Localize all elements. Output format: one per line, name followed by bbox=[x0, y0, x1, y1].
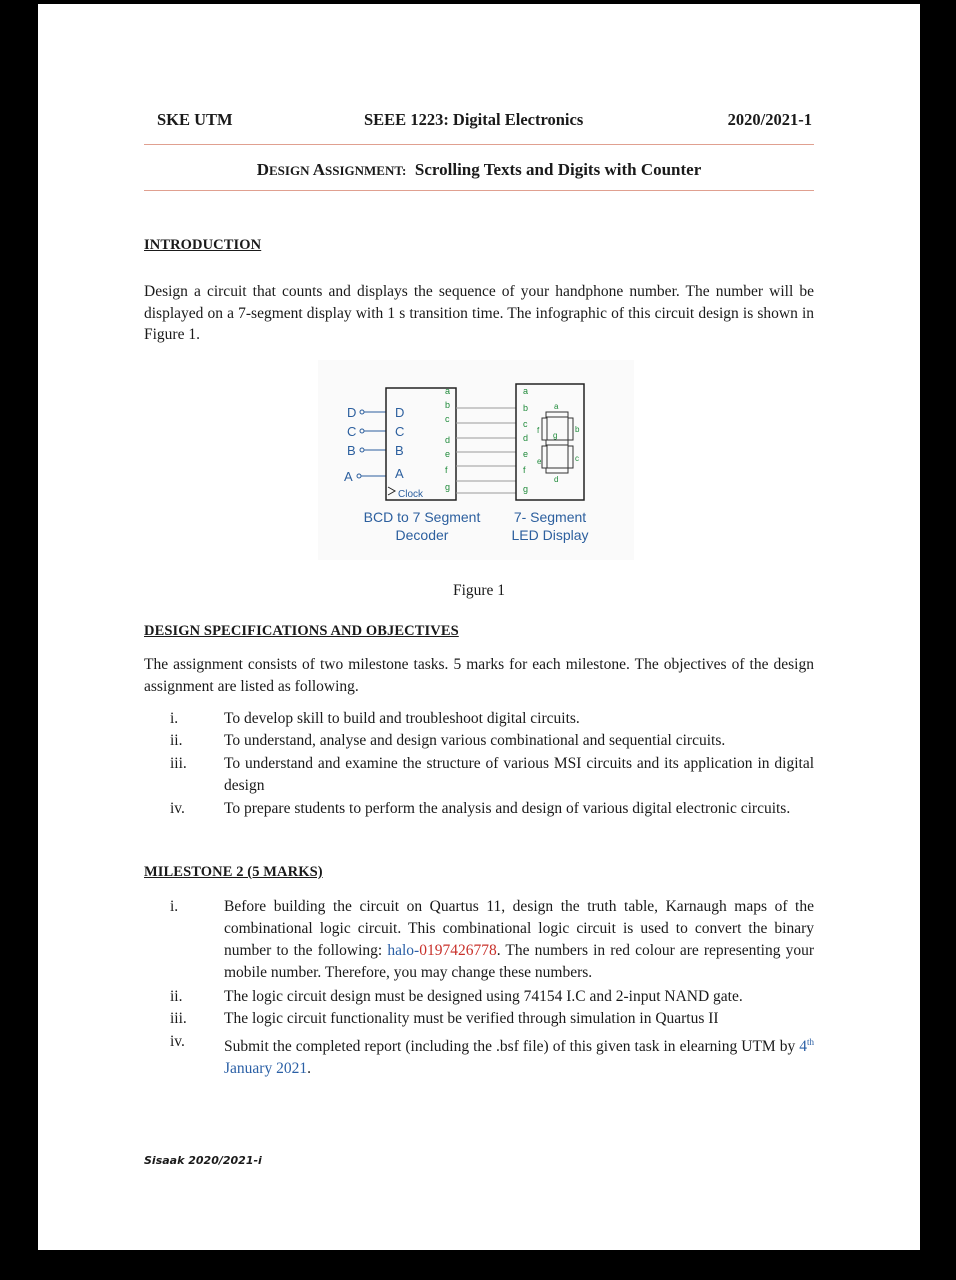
input-a: A bbox=[344, 469, 353, 484]
assignment-title: DESIGN ASSIGNMENT: Scrolling Texts and Digits with Counter bbox=[256, 160, 702, 179]
introduction-heading: INTRODUCTION bbox=[144, 237, 262, 253]
segment-e-label: e bbox=[537, 457, 542, 466]
decoder-out-d: d bbox=[445, 435, 451, 445]
display-in-a: a bbox=[523, 386, 529, 396]
header-rule bbox=[144, 144, 814, 145]
document-page: SKE UTM SEEE 1223: Digital Electronics 2020/2021-1 DESIGN ASSIGNMENT: Scrolling Texts and Digits with Counter INTRODUCTION Design a circuit that counts and displays the sequence of your handphone number. The number will be displayed on a 7-segment display with 1 s transition time. The infographic of this circuit design is shown in Figure 1. D C B A D C B A Clock a b c d e f g a b c d e f g a b c d e f g BCD to 7 Segment Decoder 7- Segment LED Display Figure 1 DESIGN SPECIFICATIONS AND OBJECTIVES The assignment consists of two milestone tasks. 5 marks for each milestone. The objectives of the design assignment are listed as following. i. To develop skill to build and troubleshoot digital circuits. ii. To understand, analyse and design various combinational and sequential circuits. iii. To understand and examine the structure of various MSI circuits and its application in digital design iv. To prepare students to perform the analysis and design of various digital electronic circuits. MILESTONE 2 (5 MARKS) i. Before building the circuit on Quartus 11, design the truth table, Karnaugh maps of the combinational logic circuit. This combinational logic circuit is used to convert the binary number to the following: halo-0197426778. The numbers in red colour are representing your mobile number. Therefore, you may change these numbers. ii. The logic circuit design must be designed using 74154 I.C and 2-input NAND gate. iii. The logic circuit functionality must be verified through simulation in Quartus II iv. Submit the completed report (including the .bsf file) of this given task in elearning UTM by 4th January 2021. Sisaak 2020/2021-i bbox=[38, 4, 920, 1250]
decoder-out-a: a bbox=[445, 386, 451, 396]
input-b: B bbox=[347, 443, 356, 458]
header-session: 2020/2021-1 bbox=[727, 110, 812, 129]
clock-label: Clock bbox=[398, 489, 424, 500]
header-institution: SKE UTM bbox=[157, 110, 233, 129]
introduction-body: Design a circuit that counts and displays the sequence of your handphone number. The number will be displayed on a 7-segment display with 1 s transition time. The infographic of this circuit design is shown in Figure 1. bbox=[144, 283, 814, 343]
decoder-out-c: c bbox=[445, 414, 450, 424]
segment-d-label: d bbox=[554, 475, 559, 484]
segment-c-label: c bbox=[575, 454, 579, 463]
decoder-out-b: b bbox=[445, 400, 451, 410]
milestone-heading: MILESTONE 2 (5 MARKS) bbox=[144, 864, 323, 880]
input-c: C bbox=[347, 424, 357, 439]
display-in-e: e bbox=[523, 449, 529, 459]
display-in-b: b bbox=[523, 403, 529, 413]
decoder-pin-c: C bbox=[395, 424, 405, 439]
display-in-f: f bbox=[523, 465, 526, 475]
decoder-pin-b: B bbox=[395, 443, 404, 458]
display-label-line2: LED Display bbox=[511, 527, 589, 543]
decoder-pin-d: D bbox=[395, 405, 405, 420]
segment-a-label: a bbox=[554, 402, 559, 411]
decoder-label-line1: BCD to 7 Segment bbox=[363, 509, 481, 525]
design-specs-body: The assignment consists of two milestone tasks. 5 marks for each milestone. The objectives of the design assignment are listed as following. bbox=[144, 656, 814, 695]
decoder-pin-a: A bbox=[395, 466, 404, 481]
design-specs-heading: DESIGN SPECIFICATIONS AND OBJECTIVES bbox=[144, 623, 459, 639]
input-d: D bbox=[347, 405, 357, 420]
display-in-g: g bbox=[523, 484, 529, 494]
display-in-d: d bbox=[523, 433, 529, 443]
decoder-label-line2: Decoder bbox=[395, 527, 449, 543]
footer-signature: Sisaak 2020/2021-i bbox=[144, 1154, 262, 1167]
segment-b-label: b bbox=[575, 425, 580, 434]
segment-f-label: f bbox=[537, 426, 540, 435]
display-in-c: c bbox=[523, 419, 528, 429]
decoder-out-g: g bbox=[445, 482, 451, 492]
header-course: SEEE 1223: Digital Electronics bbox=[364, 110, 584, 129]
decoder-out-e: e bbox=[445, 449, 451, 459]
figure-caption: Figure 1 bbox=[452, 582, 506, 599]
title-rule bbox=[144, 190, 814, 191]
figure-1-diagram bbox=[318, 360, 634, 560]
segment-g-label: g bbox=[553, 431, 558, 440]
display-label-line1: 7- Segment bbox=[513, 509, 587, 525]
decoder-out-f: f bbox=[445, 465, 448, 475]
